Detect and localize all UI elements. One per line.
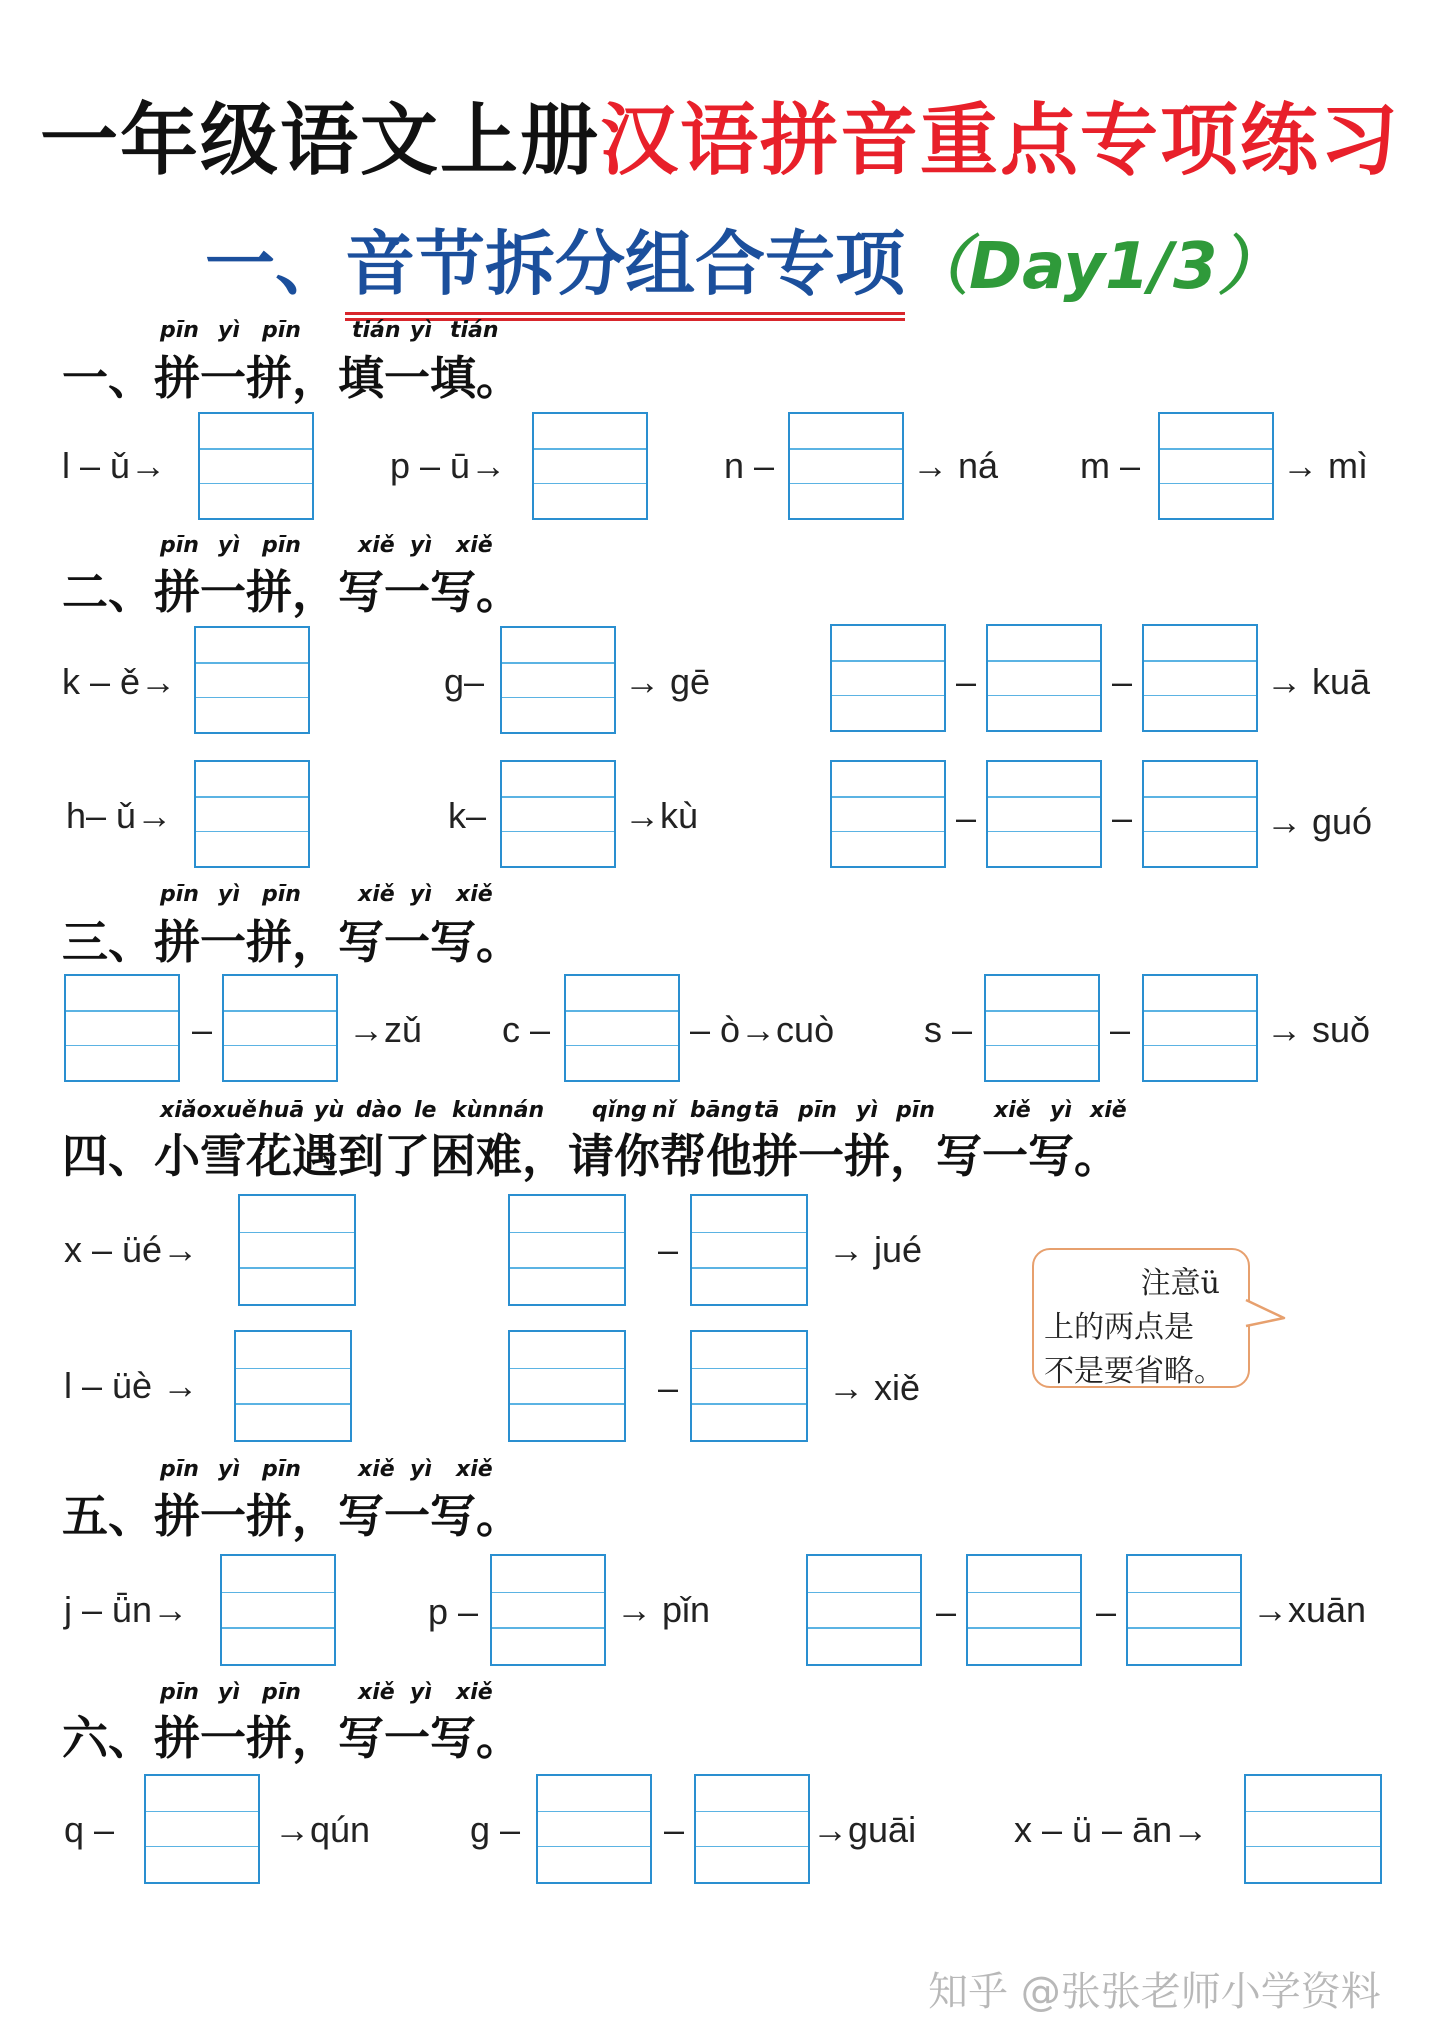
answer-box[interactable]: [1158, 412, 1274, 520]
pinyin-annotation: yì: [218, 318, 240, 343]
exercise-text: → kuā: [1266, 661, 1371, 702]
pinyin-annotation: pīn: [160, 1457, 199, 1482]
answer-box[interactable]: [986, 624, 1102, 732]
pinyin-annotation: yì: [856, 1098, 878, 1123]
exercise-text: –: [192, 1009, 213, 1050]
answer-box[interactable]: [1126, 1554, 1242, 1666]
page-title: [0, 78, 1440, 190]
exercise-text: –: [1112, 661, 1133, 702]
pinyin-annotation: pīn: [896, 1098, 935, 1123]
exercise-text: –: [936, 1591, 957, 1632]
pinyin-annotation: xiě: [358, 1680, 395, 1705]
exercise-text: l – üè →: [64, 1365, 199, 1406]
answer-box[interactable]: [536, 1774, 652, 1884]
exercise-text: → gē: [624, 661, 711, 702]
pinyin-annotation: pīn: [160, 1680, 199, 1705]
pinyin-annotation: yì: [410, 533, 432, 558]
answer-box[interactable]: [238, 1194, 356, 1306]
exercise-text: c –: [502, 1009, 551, 1050]
answer-box[interactable]: [986, 760, 1102, 868]
section-heading-3: 三、拼一拼，写一写。: [62, 915, 522, 969]
answer-box[interactable]: [508, 1330, 626, 1442]
answer-box[interactable]: [508, 1194, 626, 1306]
exercise-text: –: [1112, 797, 1133, 838]
section-heading-4: 四、小雪花遇到了困难，请你帮他拼一拼，写一写。: [62, 1129, 1120, 1183]
pinyin-annotation: xiě: [358, 533, 395, 558]
tip-line: 不是要省略。: [1044, 1354, 1224, 1389]
pinyin-annotation: nǐ: [652, 1098, 676, 1123]
exercise-text: → jué: [828, 1229, 923, 1270]
pinyin-annotation: tián: [352, 318, 401, 343]
title-red-part: 汉语拼音重点专项练习: [600, 95, 1401, 186]
section-heading-6: 六、拼一拼，写一写。: [62, 1711, 522, 1765]
pinyin-annotation: yì: [410, 318, 432, 343]
pinyin-annotation: xiě: [358, 1457, 395, 1482]
exercise-text: x – ü – ān→: [1014, 1809, 1209, 1850]
pinyin-annotation: pīn: [160, 882, 199, 907]
subtitle-day: （Day1/3）: [905, 230, 1282, 304]
exercise-text: –: [956, 797, 977, 838]
pinyin-annotation: pīn: [160, 533, 199, 558]
exercise-text: → xiě: [828, 1367, 921, 1408]
exercise-text: s –: [924, 1009, 973, 1050]
tip-line: 上的两点是: [1044, 1310, 1194, 1345]
pinyin-annotation: tā: [754, 1098, 780, 1123]
title-black-part: 一年级语文上册: [39, 95, 600, 186]
pinyin-annotation: yù: [314, 1098, 345, 1123]
answer-box[interactable]: [830, 624, 946, 732]
exercise-text: –: [956, 661, 977, 702]
answer-box[interactable]: [490, 1554, 606, 1666]
answer-box[interactable]: [194, 760, 310, 868]
exercise-text: →zǔ: [348, 1009, 423, 1050]
pinyin-annotation: yì: [1050, 1098, 1072, 1123]
exercise-text: –: [658, 1367, 679, 1408]
exercise-text: g–: [444, 661, 485, 702]
exercise-text: –: [658, 1229, 679, 1270]
answer-box[interactable]: [198, 412, 314, 520]
exercise-text: →kù: [624, 795, 699, 836]
pinyin-annotation: yì: [410, 1680, 432, 1705]
pinyin-annotation: pīn: [160, 318, 199, 343]
pinyin-annotation: yì: [218, 882, 240, 907]
exercise-text: p –: [428, 1591, 479, 1632]
answer-box[interactable]: [690, 1330, 808, 1442]
answer-box[interactable]: [64, 974, 180, 1082]
exercise-text: q –: [64, 1809, 115, 1850]
answer-box[interactable]: [532, 412, 648, 520]
subtitle: [205, 208, 1282, 309]
pinyin-annotation: xiě: [456, 533, 493, 558]
exercise-text: → guó: [1266, 801, 1373, 842]
exercise-text: → mì: [1282, 445, 1368, 486]
exercise-text: –: [1110, 1009, 1131, 1050]
pinyin-annotation: le: [414, 1098, 437, 1123]
exercise-text: l – ǔ→: [62, 445, 167, 486]
answer-box[interactable]: [144, 1774, 260, 1884]
pinyin-annotation: yì: [218, 533, 240, 558]
answer-box[interactable]: [500, 760, 616, 868]
pinyin-annotation: xiě: [456, 1680, 493, 1705]
pinyin-annotation: pīn: [262, 882, 301, 907]
tip-line: 注意ü: [1140, 1266, 1220, 1301]
exercise-text: – ò→cuò: [690, 1009, 835, 1050]
pinyin-annotation: qǐng: [592, 1098, 647, 1123]
exercise-text: →guāi: [812, 1809, 917, 1850]
pinyin-annotation: xiě: [456, 882, 493, 907]
exercise-text: –: [664, 1809, 685, 1850]
answer-box[interactable]: [500, 626, 616, 734]
pinyin-annotation: kùn: [452, 1098, 498, 1123]
subtitle-text: 音节拆分组合专项: [345, 208, 905, 309]
section-heading-5: 五、拼一拼，写一写。: [62, 1489, 522, 1543]
pinyin-annotation: pīn: [798, 1098, 837, 1123]
pinyin-annotation: xiě: [1090, 1098, 1127, 1123]
pinyin-annotation: xiě: [994, 1098, 1031, 1123]
pinyin-annotation: xiě: [358, 882, 395, 907]
section-heading-2: 二、拼一拼，写一写。: [62, 565, 522, 619]
bubble-tail-icon: [1244, 1296, 1288, 1336]
pinyin-annotation: dào: [356, 1098, 402, 1123]
pinyin-annotation: bāng: [690, 1098, 753, 1123]
pinyin-annotation: xiǎo: [160, 1098, 212, 1123]
exercise-text: p – ū→: [390, 445, 507, 486]
exercise-text: h– ǔ→: [66, 795, 173, 836]
answer-box[interactable]: [690, 1194, 808, 1306]
answer-box[interactable]: [1142, 974, 1258, 1082]
exercise-text: → pǐn: [616, 1589, 711, 1630]
exercise-text: n –: [724, 445, 775, 486]
exercise-text: j – ǖn→: [64, 1589, 189, 1630]
answer-box[interactable]: [966, 1554, 1082, 1666]
answer-box[interactable]: [220, 1554, 336, 1666]
exercise-text: →xuān: [1252, 1589, 1367, 1630]
section-heading-1: 一、拼一拼，填一填。: [62, 351, 522, 405]
exercise-text: k–: [448, 795, 487, 836]
answer-box[interactable]: [194, 626, 310, 734]
tip-speech-bubble: [1032, 1248, 1250, 1388]
exercise-text: →qún: [274, 1809, 371, 1850]
answer-box[interactable]: [806, 1554, 922, 1666]
exercise-text: x – üé→: [64, 1229, 199, 1270]
pinyin-annotation: huā: [258, 1098, 305, 1123]
exercise-text: k – ě→: [62, 661, 177, 702]
pinyin-annotation: pīn: [262, 1457, 301, 1482]
pinyin-annotation: yì: [218, 1457, 240, 1482]
pinyin-annotation: pīn: [262, 533, 301, 558]
exercise-text: m –: [1080, 445, 1141, 486]
pinyin-annotation: xuě: [212, 1098, 257, 1123]
pinyin-annotation: pīn: [262, 318, 301, 343]
pinyin-annotation: nán: [498, 1098, 545, 1123]
exercise-text: g –: [470, 1809, 521, 1850]
pinyin-annotation: yì: [410, 1457, 432, 1482]
answer-box[interactable]: [234, 1330, 352, 1442]
pinyin-annotation: yì: [410, 882, 432, 907]
exercise-text: → suǒ: [1266, 1009, 1371, 1050]
answer-box[interactable]: [1142, 624, 1258, 732]
pinyin-annotation: tián: [450, 318, 499, 343]
answer-box[interactable]: [222, 974, 338, 1082]
answer-box[interactable]: [1142, 760, 1258, 868]
exercise-text: –: [1096, 1591, 1117, 1632]
exercise-text: → ná: [912, 445, 999, 486]
answer-box[interactable]: [1244, 1774, 1382, 1884]
pinyin-annotation: xiě: [456, 1457, 493, 1482]
subtitle-number: 一、: [205, 222, 345, 305]
answer-box[interactable]: [564, 974, 680, 1082]
answer-box[interactable]: [788, 412, 904, 520]
pinyin-annotation: yì: [218, 1680, 240, 1705]
pinyin-annotation: pīn: [262, 1680, 301, 1705]
answer-box[interactable]: [984, 974, 1100, 1082]
answer-box[interactable]: [694, 1774, 810, 1884]
watermark: 知乎 @张张老师小学资料: [928, 1969, 1381, 2015]
answer-box[interactable]: [830, 760, 946, 868]
